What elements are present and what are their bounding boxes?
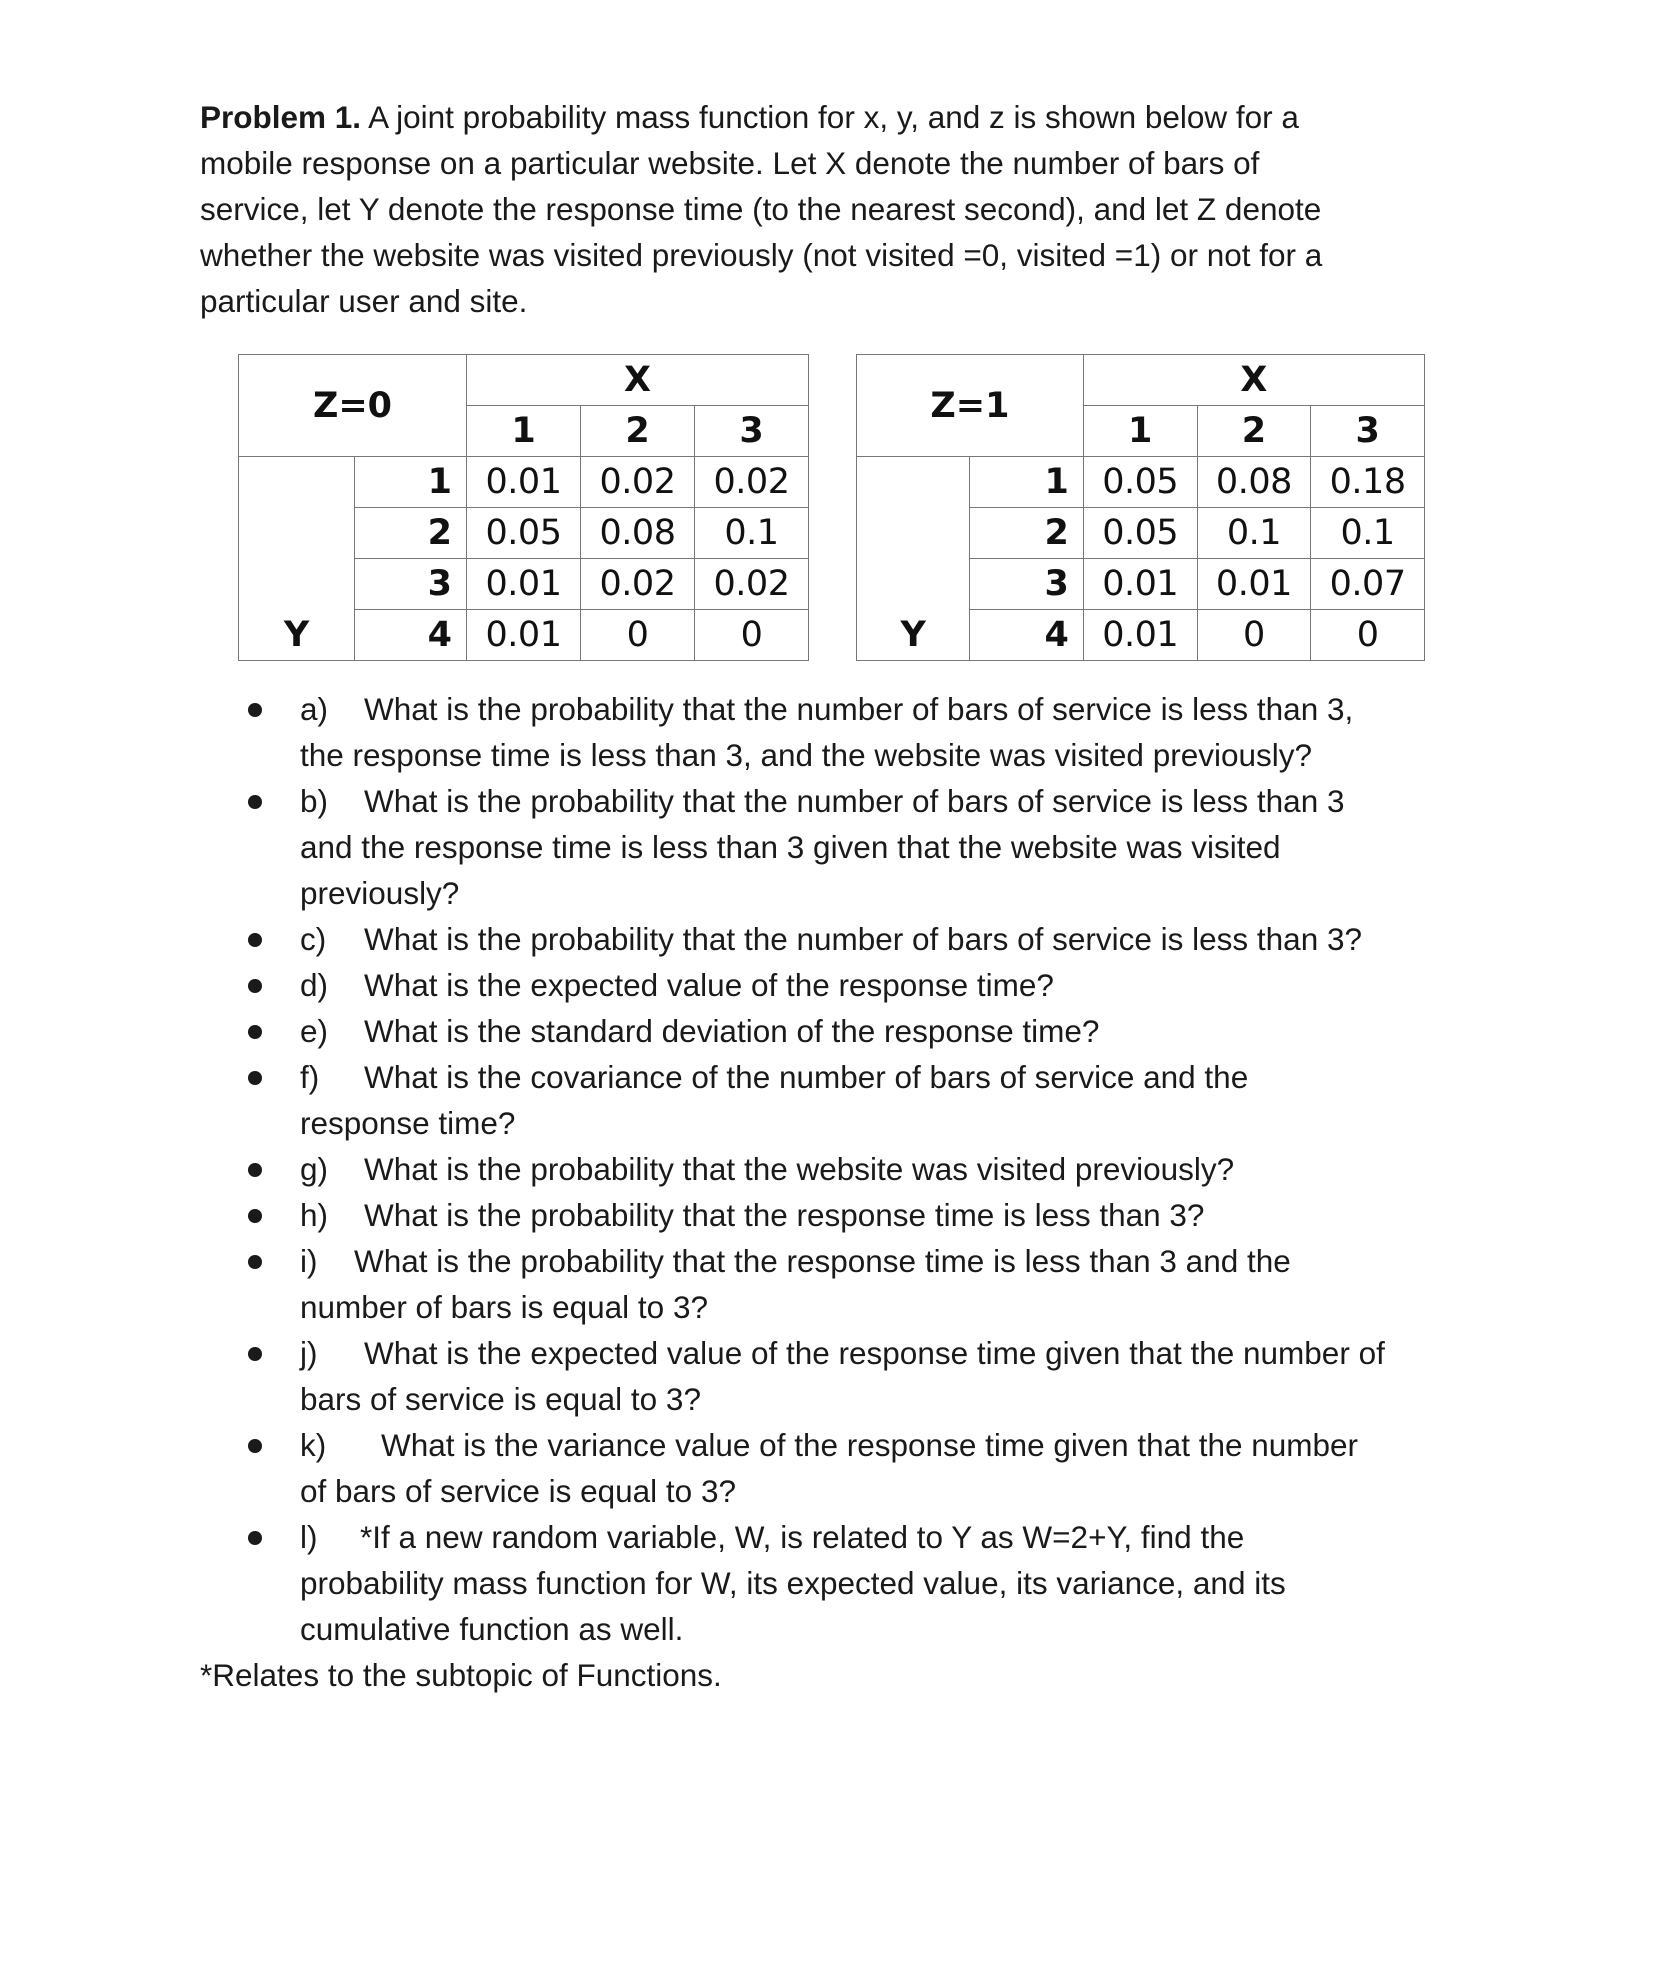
footnote: *Relates to the subtopic of Functions. (200, 1657, 722, 1693)
question-label: c) (300, 921, 327, 957)
probability-cell: 0.01 (467, 457, 581, 508)
question-text: and the response time is less than 3 given that the website was visited (300, 829, 1281, 865)
question-label: f) (300, 1059, 320, 1095)
y-value-header: 1 (355, 457, 467, 508)
question-text: What is the probability that the number of bars of service is less than 3? (364, 921, 1363, 957)
x-value-header: 3 (1311, 406, 1425, 457)
question-text: bars of service is equal to 3? (300, 1381, 701, 1417)
y-value-header: 4 (355, 610, 467, 661)
question-label: e) (300, 1013, 329, 1049)
question-item (0, 1422, 1668, 1514)
bullet-icon (248, 1439, 262, 1453)
probability-cell: 0.1 (1311, 508, 1425, 559)
question-item (0, 1146, 1668, 1192)
question-item (0, 1192, 1668, 1238)
problem-title: Problem 1. (200, 99, 362, 135)
question-label: d) (300, 967, 329, 1003)
intro-line: particular user and site. (200, 283, 528, 319)
question-item (0, 916, 1668, 962)
question-text: What is the variance value of the response time given that the number (381, 1427, 1359, 1463)
bullet-icon (248, 1347, 262, 1361)
question-text: What is the probability that the response time is less than 3 and the (354, 1243, 1291, 1279)
y-value-header: 2 (970, 508, 1083, 559)
question-item (0, 1238, 1668, 1330)
table-row (239, 457, 809, 508)
z-label: Z=0 (239, 355, 467, 457)
probability-cell: 0.1 (695, 508, 809, 559)
probability-cell: 0 (581, 610, 695, 661)
question-label: j) (300, 1335, 318, 1371)
y-label-spacer (239, 457, 355, 610)
probability-cell: 0.05 (1083, 457, 1197, 508)
question-text: probability mass function for W, its expected value, its variance, and its (300, 1565, 1286, 1601)
x-value-header: 2 (581, 406, 695, 457)
y-axis-label: Y (857, 610, 970, 661)
x-value-header: 1 (1083, 406, 1197, 457)
question-label: l) (300, 1519, 318, 1555)
bullet-icon (248, 795, 262, 809)
question-text: of bars of service is equal to 3? (300, 1473, 736, 1509)
probability-cell: 0.18 (1311, 457, 1425, 508)
y-value-header: 4 (970, 610, 1083, 661)
question-text: What is the probability that the number of bars of service is less than 3 (364, 783, 1345, 819)
question-label: b) (300, 783, 329, 819)
question-item (0, 778, 1668, 916)
bullet-icon (248, 1531, 262, 1545)
probability-cell: 0.02 (695, 559, 809, 610)
probability-cell: 0 (1311, 610, 1425, 661)
question-label: i) (300, 1243, 318, 1279)
question-item (0, 1514, 1668, 1652)
bullet-icon (248, 703, 262, 717)
bullet-icon (248, 1025, 262, 1039)
probability-cell: 0.1 (1197, 508, 1311, 559)
question-item (0, 1054, 1668, 1146)
probability-cell: 0.08 (581, 508, 695, 559)
x-axis-label: X (467, 355, 809, 406)
x-value-header: 3 (695, 406, 809, 457)
question-text: the response time is less than 3, and the website was visited previously? (300, 737, 1313, 773)
y-label-spacer (857, 457, 970, 610)
bullet-icon (248, 1163, 262, 1177)
question-item (0, 1330, 1668, 1422)
intro-line: A joint probability mass function for x, y, and z is shown below for a (361, 99, 1299, 135)
bullet-icon (248, 1209, 262, 1223)
probability-cell: 0.01 (1083, 559, 1197, 610)
question-text: What is the standard deviation of the response time? (364, 1013, 1100, 1049)
question-text: What is the probability that the response time is less than 3? (364, 1197, 1205, 1233)
intro-line: mobile response on a particular website. Let X denote the number of bars of (200, 145, 1260, 181)
probability-cell: 0.01 (467, 559, 581, 610)
question-label: g) (300, 1151, 329, 1187)
table-row (857, 457, 1425, 508)
question-list (0, 686, 1668, 1698)
bullet-icon (248, 1255, 262, 1269)
table-row (857, 610, 1425, 661)
question-label: k) (300, 1427, 327, 1463)
question-label: h) (300, 1197, 329, 1233)
question-item (0, 686, 1668, 778)
pmf-table-z1 (856, 354, 1425, 661)
z-label: Z=1 (857, 355, 1084, 457)
bullet-icon (248, 933, 262, 947)
y-axis-label: Y (239, 610, 355, 661)
y-value-header: 1 (970, 457, 1083, 508)
pmf-table-z0 (238, 354, 809, 661)
x-value-header: 2 (1197, 406, 1311, 457)
bullet-icon (248, 979, 262, 993)
probability-cell: 0.02 (695, 457, 809, 508)
question-text: response time? (300, 1105, 516, 1141)
x-axis-label: X (1083, 355, 1424, 406)
problem-statement (200, 94, 1460, 324)
question-text: What is the probability that the number of bars of service is less than 3, (364, 691, 1354, 727)
y-value-header: 3 (355, 559, 467, 610)
probability-cell: 0.02 (581, 559, 695, 610)
probability-cell: 0.05 (467, 508, 581, 559)
probability-cell: 0.01 (1083, 610, 1197, 661)
probability-cell: 0.02 (581, 457, 695, 508)
probability-cell: 0 (1197, 610, 1311, 661)
question-text: What is the covariance of the number of bars of service and the (364, 1059, 1249, 1095)
probability-cell: 0.01 (1197, 559, 1311, 610)
question-item (0, 1008, 1668, 1054)
intro-line: service, let Y denote the response time (to the nearest second), and let Z denote (200, 191, 1322, 227)
intro-line: whether the website was visited previously (not visited =0, visited =1) or not for a (200, 237, 1323, 273)
question-text: What is the probability that the website was visited previously? (364, 1151, 1235, 1187)
question-label: a) (300, 691, 329, 727)
probability-cell: 0.08 (1197, 457, 1311, 508)
probability-cell: 0 (695, 610, 809, 661)
probability-cell: 0.05 (1083, 508, 1197, 559)
probability-cell: 0.01 (467, 610, 581, 661)
question-text: What is the expected value of the response time given that the number of (364, 1335, 1385, 1371)
question-text: number of bars is equal to 3? (300, 1289, 708, 1325)
y-value-header: 3 (970, 559, 1083, 610)
x-value-header: 1 (467, 406, 581, 457)
question-item (0, 962, 1668, 1008)
question-text: *If a new random variable, W, is related to Y as W=2+Y, find the (360, 1519, 1245, 1555)
question-text: What is the expected value of the response time? (364, 967, 1054, 1003)
table-row (239, 610, 809, 661)
question-text: cumulative function as well. (300, 1611, 684, 1647)
question-text: previously? (300, 875, 460, 911)
y-value-header: 2 (355, 508, 467, 559)
probability-cell: 0.07 (1311, 559, 1425, 610)
bullet-icon (248, 1071, 262, 1085)
